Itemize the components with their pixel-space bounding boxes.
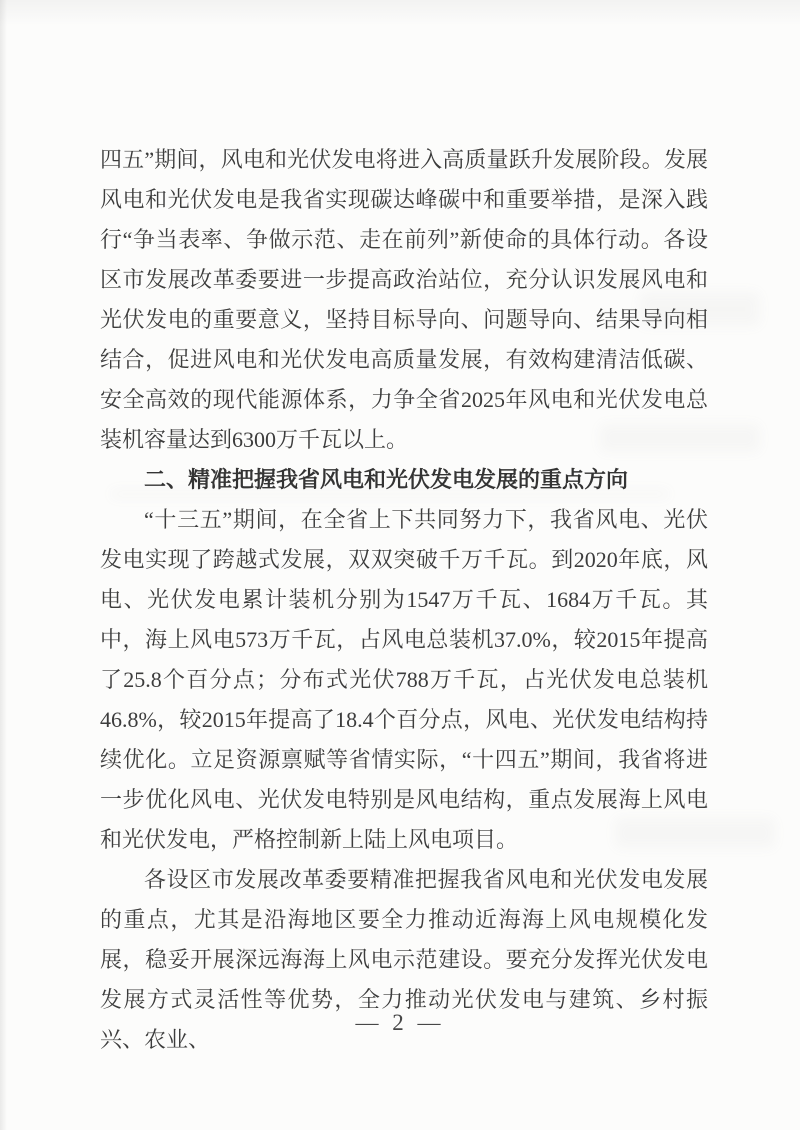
document-text-block xyxy=(100,140,708,1060)
page-number: — 2 — xyxy=(355,1010,445,1035)
paragraph-continuation: 四五”期间，风电和光伏发电将进入高质量跃升发展阶段。发展风电和光伏发电是我省实现碳达峰碳中和重要举措，是深入践行“争当表率、争做示范、走在前列”新使命的具体行动。各设区市发展改革委要进一步提高政治站位，充分认识发展风电和光伏发电的重要意义，坚持目标导向、问题导向、结果导向相结合，促进风电和光伏发电高质量发展，有效构建清洁低碳、安全高效的现代能源体系，力争全省2025年风电和光伏发电总装机容量达到6300万千瓦以上。 xyxy=(100,147,708,452)
scan-top-edge-artifact xyxy=(0,0,800,26)
scan-left-edge-artifact xyxy=(0,0,7,1130)
section-heading: 二、精准把握我省风电和光伏发电发展的重点方向 xyxy=(144,467,629,492)
paragraph-body: “十三五”期间，在全省上下共同努力下，我省风电、光伏发电实现了跨越式发展，双双突破千万千瓦。到2020年底，风电、光伏发电累计装机分别为1547万千瓦、1684万千瓦。其中，海上风电573万千瓦，占风电总装机37.0%，较2015年提高了25.8个百分点；分布式光伏788万千瓦，占光伏发电总装机46.8%，较2015年提高了18.4个百分点，风电、光伏发电结构持续优化。立足资源禀赋等省情实际，“十四五”期间，我省将进一步优化风电、光伏发电特别是风电结构，重点发展海上风电和光伏发电，严格控制新上陆上风电项目。 xyxy=(100,507,708,852)
paragraph-body: 各设区市发展改革委要精准把握我省风电和光伏发电发展的重点，尤其是沿海地区要全力推动近海海上风电规模化发展，稳妥开展深远海海上风电示范建设。要充分发挥光伏发电发展方式灵活性等优势，全力推动光伏发电与建筑、乡村振兴、农业、 xyxy=(100,867,708,1052)
